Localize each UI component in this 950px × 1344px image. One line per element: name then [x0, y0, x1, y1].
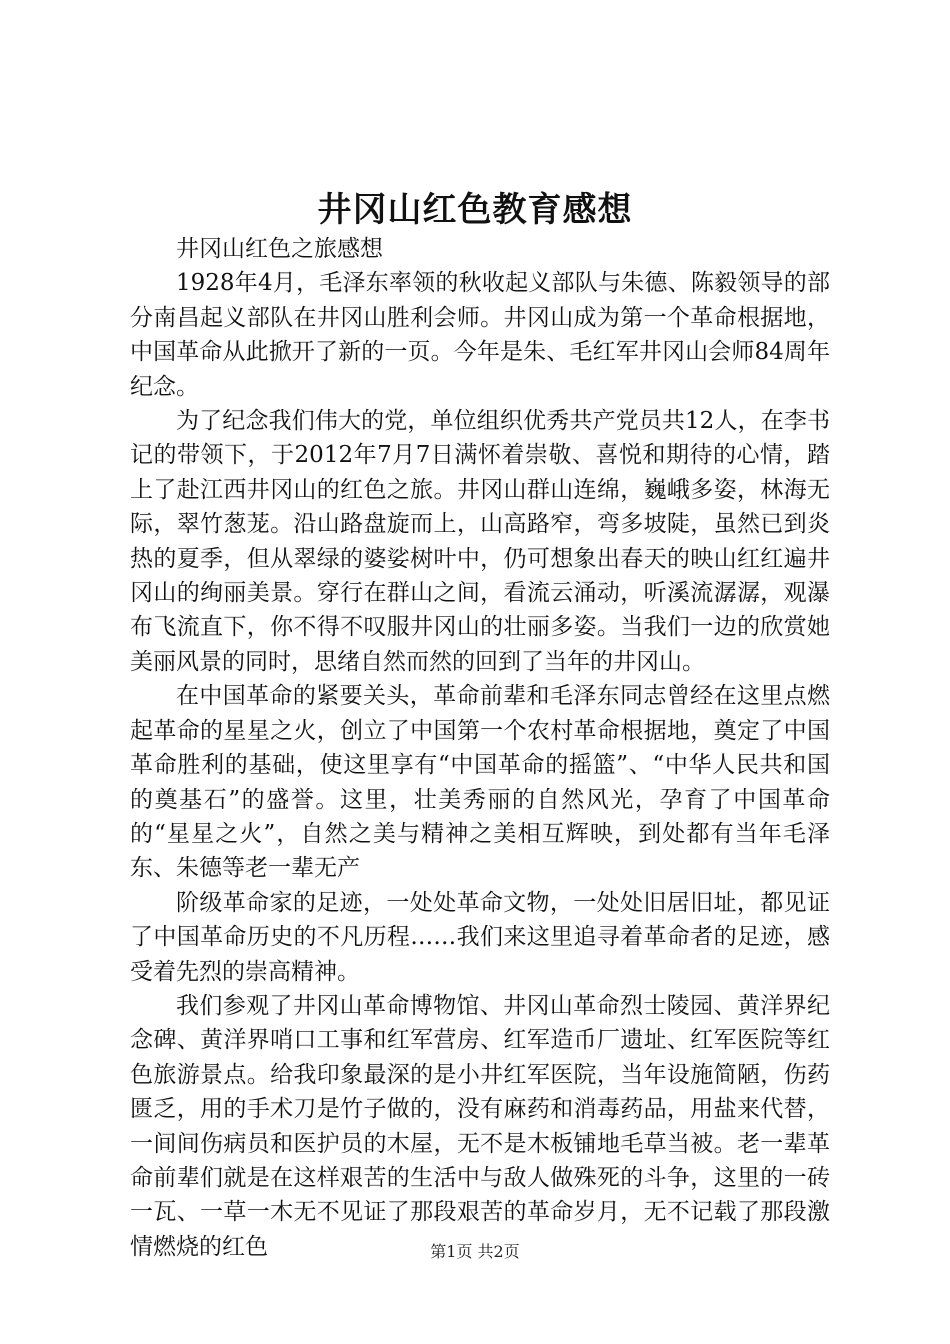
page-number-footer: 第1页 共2页 [430, 1242, 520, 1261]
paragraph: 为了纪念我们伟大的党，单位组织优秀共产党员共12人，在李书记的带领下，于2012年7月7日满怀着崇敬、喜悦和期待的心情，踏上了赴江西井冈山的红色之旅。井冈山群山连绵，巍峨多姿，林海无际，翠竹葱茏。沿山路盘旋而上，山高路窄，弯多坡陡，虽然已到炎热的夏季，但从翠绿的婆娑树叶中，仍可想象出春天的映山红红遍井冈山的绚丽美景。穿行在群山之间，看流云涌动，听溪流潺潺，观瀑布飞流直下，你不得不叹服井冈山的壮丽多姿。当我们一边的欣赏她美丽风景的同时，思绪自然而然的回到了当年的井冈山。 [130, 408, 830, 675]
document-title: 井冈山红色教育感想 [317, 190, 633, 230]
document-body [130, 232, 830, 1264]
paragraph-subtitle: 井冈山红色之旅感想 [176, 236, 383, 262]
paragraph: 1928年4月，毛泽东率领的秋收起义部队与朱德、陈毅领导的部分南昌起义部队在井冈山胜利会师。井冈山成为第一个革命根据地，中国革命从此掀开了新的一页。今年是朱、毛红军井冈山会师84周年纪念。 [130, 270, 830, 400]
paragraph: 我们参观了井冈山革命博物馆、井冈山革命烈士陵园、黄洋界纪念碑、黄洋界哨口工事和红军营房、红军造币厂遗址、红军医院等红色旅游景点。给我印象最深的是小井红军医院，当年设施简陋，伤药匮乏，用的手术刀是竹子做的，没有麻药和消毒药品，用盐来代替，一间间伤病员和医护员的木屋，无不是木板铺地毛草当被。老一辈革命前辈们就是在这样艰苦的生活中与敌人做殊死的斗争，这里的一砖一瓦、一草一木无不见证了那段艰苦的革命岁月，无不记载了那段激情燃烧的红色 [130, 992, 830, 1260]
paragraph: 在中国革命的紧要关头，革命前辈和毛泽东同志曾经在这里点燃起革命的星星之火，创立了中国第一个农村革命根据地，奠定了中国革命胜利的基础，使这里享有“中国革命的摇篮”、“中华人民共和国的奠基石”的盛誉。这里，壮美秀丽的自然风光，孕育了中国革命的“星星之火”，自然之美与精神之美相互辉映，到处都有当年毛泽东、朱德等老一辈无产 [130, 683, 830, 882]
paragraph: 阶级革命家的足迹，一处处革命文物，一处处旧居旧址，都见证了中国革命历史的不凡历程……我们来这里追寻着革命者的足迹，感受着先烈的崇高精神。 [130, 889, 830, 985]
